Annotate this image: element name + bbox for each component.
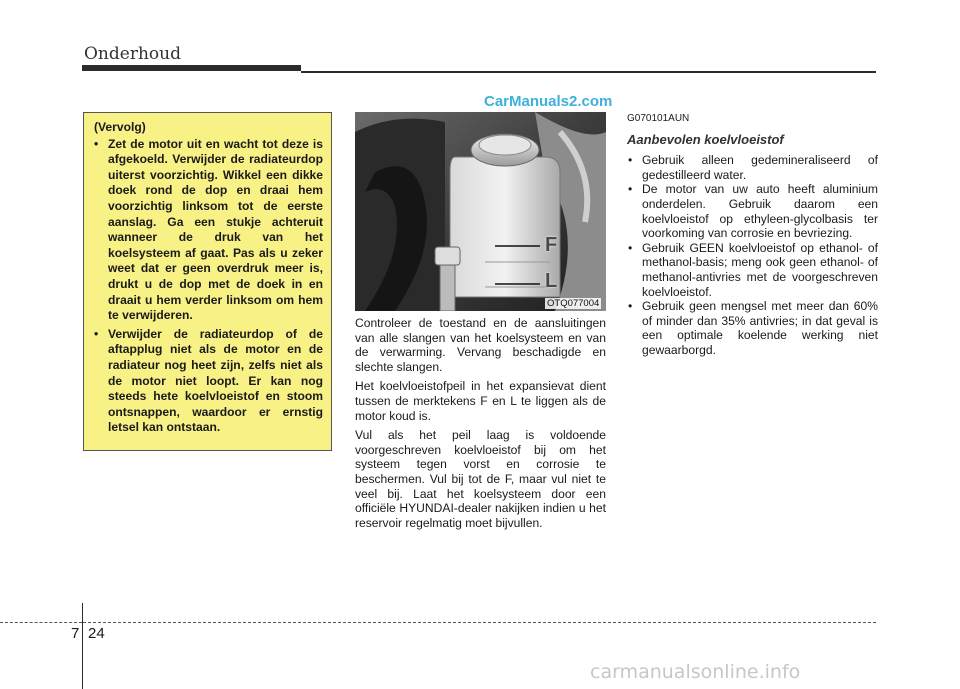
- list-item: [627, 153, 878, 182]
- paragraph: Het koelvloeistofpeil in het expansievat dient tussen de merktekens F en L te liggen als de motor koud is.: [355, 379, 606, 423]
- section-title: Onderhoud: [84, 44, 181, 64]
- warning-item: [92, 327, 323, 436]
- header-rule-thick: [82, 65, 301, 71]
- paragraph: Controleer de toestand en de aansluitingen van alle slangen van het koelsysteem en van de verwarming. Vervang beschadigde en slechte slangen.: [355, 316, 606, 374]
- header-rule-thin: [301, 71, 876, 73]
- watermark-link-top[interactable]: CarManuals2.com: [484, 93, 613, 110]
- bullet-icon: •: [628, 299, 633, 314]
- subheading: Aanbevolen koelvloeistof: [627, 131, 784, 147]
- list-item: [627, 182, 878, 240]
- section-code: G070101AUN: [627, 113, 690, 124]
- engine-bay-illustration: [355, 112, 606, 311]
- bullet-icon: •: [628, 153, 633, 168]
- footer-dashed-rule-right: [83, 622, 876, 623]
- warning-item: [92, 137, 323, 324]
- list-item-text: De motor van uw auto heeft aluminium onderdelen. Gebruik daarom een koelvloeistof op ethyleen-glycolbasis ter voorkoming van corrosie en bevriezing.: [642, 182, 878, 241]
- list-item-text: Gebruik alleen gedemineraliseerd of gedestilleerd water.: [642, 153, 878, 182]
- warning-title: (Vervolg): [94, 120, 146, 134]
- footer-dashed-rule-left: [0, 622, 82, 623]
- coolant-list: [627, 153, 878, 357]
- photo-label-f: F: [545, 234, 558, 256]
- coolant-reservoir-photo: [355, 112, 606, 311]
- watermark-bottom: carmanualsonline.info: [590, 661, 801, 683]
- list-item: [627, 241, 878, 299]
- list-item-text: Gebruik GEEN koelvloeistof op ethanol- of methanol-basis; meng ook geen ethanol- of methanol-antivries met de voorgeschreven koelvloeistof.: [642, 240, 878, 299]
- middle-column: [355, 316, 606, 535]
- footer-vertical-rule: [82, 603, 83, 689]
- bullet-icon: •: [94, 136, 99, 151]
- warning-item-text: Zet de motor uit en wacht tot deze is afgekoeld. Verwijder de radiateurdop uiterst voorzichtig. Wikkel een dikke doek rond de dop en draai hem voorzichtig linksom tot de eerste aanslag. Ga een stukje achteruit wanneer de druk van het koelsysteem af gaat. Pas als u zeker weet dat er geen overdruk meer is, drukt u de dop met de doek in en draait u hem verder linksom om hem te verwijderen.: [108, 136, 323, 323]
- chapter-number: 7: [71, 625, 80, 642]
- right-column: [627, 112, 878, 358]
- page-number: 24: [88, 625, 105, 642]
- bullet-icon: •: [628, 182, 633, 197]
- warning-item-text: Verwijder de radiateurdop of de aftapplug niet als de motor en de radiateur nog heet zijn, zelfs niet als de motor niet loopt. Er kan nog steeds hete koelvloeistof en stoom ontsnappen, waardoor er ernstig letsel kan ontstaan.: [108, 326, 323, 435]
- paragraph: Vul als het peil laag is voldoende voorgeschreven koelvloeistof bij om het systeem tegen vorst en corrosie te beschermen. Vul bij tot de F, maar vul niet te veel bij. Laat het koelsysteem door een officiële HYUNDAI-dealer nakijken indien u het reservoir regelmatig moet bijvullen.: [355, 428, 606, 530]
- bullet-icon: •: [628, 240, 633, 255]
- list-item-text: Gebruik geen mengsel met meer dan 60% of minder dan 35% antivries; in dat geval is een optimale koelende werking niet gewaarborgd.: [642, 299, 878, 357]
- list-item: [627, 299, 878, 357]
- photo-label-l: L: [545, 270, 558, 292]
- photo-code: OTQ077004: [547, 298, 600, 309]
- bullet-icon: •: [94, 326, 99, 341]
- warning-box: [83, 112, 332, 451]
- warning-list: [92, 137, 323, 436]
